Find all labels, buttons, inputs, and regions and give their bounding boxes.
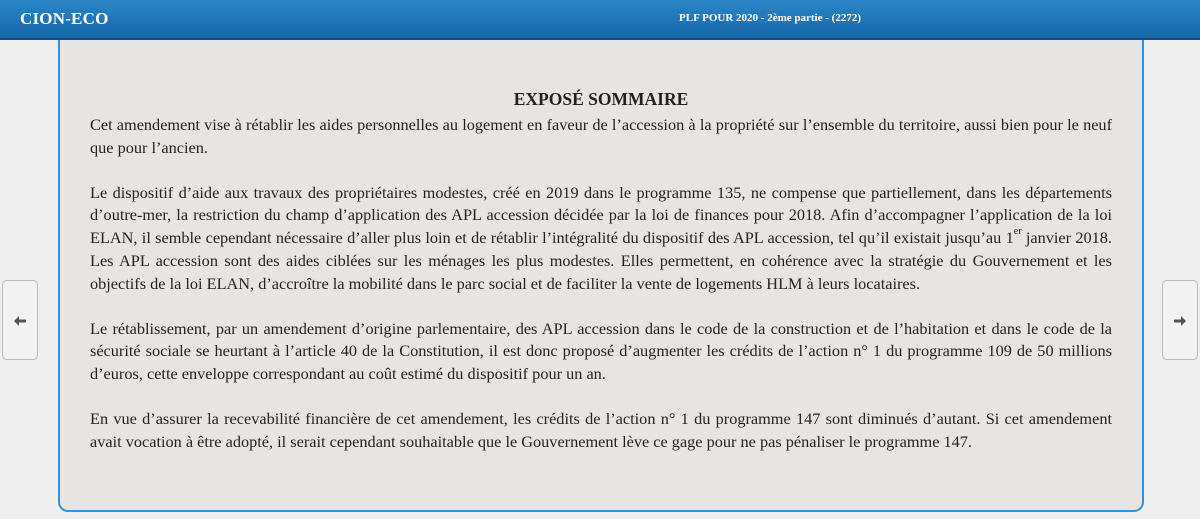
expose-sommaire-panel bbox=[58, 40, 1144, 512]
panel-content bbox=[90, 86, 1112, 476]
paragraph-1: Cet amendement vise à rétablir les aides personnelles au logement en faveur de l’accession à la propriété sur l’ensemble du territoire, aussi bien pour le neuf que pour l’ancien. bbox=[90, 115, 1112, 157]
brand-label: CION-ECO bbox=[20, 9, 109, 28]
document-title: PLF POUR 2020 - 2ème partie - (2272) bbox=[679, 12, 861, 24]
arrow-right-icon bbox=[1173, 314, 1187, 328]
paragraph-2-text-b: janvier 2018. Les APL accession sont des aides ciblées sur les ménages les plus modestes. Elles permettent, en cohérence avec la stratégie du Gouvernement et les objectifs de la loi ELAN, d’accroître la mobilité dans le parc social et de faciliter la vente de logements HLM à leurs locataires. bbox=[90, 228, 1112, 293]
top-header-bar bbox=[0, 0, 1200, 40]
paragraph-3: Le rétablissement, par un amendement d’origine parlementaire, des APL accession dans le code de la construction et de l’habitation et dans le code de la sécurité sociale se heurtant à l’article 40 de la Constitution, il est donc proposé d’augmenter les crédits de l’action n° 1 du programme 109 de 50 millions d’euros, cette enveloppe correspondant au coût estimé du dispositif pour un an. bbox=[90, 318, 1112, 384]
paragraph-4: En vue d’assurer la recevabilité financière de cet amendement, les crédits de l’action n° 1 du programme 147 sont diminués d’autant. Si cet amendement avait vocation à être adopté, il serait cependant souhaitable que le Gouvernement lève ce gage pour ne pas pénaliser le programme 147. bbox=[90, 408, 1112, 451]
next-button[interactable] bbox=[1162, 280, 1198, 360]
paragraph-2-text-a: Le dispositif d’aide aux travaux des propriétaires modestes, créé en 2019 dans le programme 135, ne compense que partiellement, dans les départements d’outre-mer, la restriction du champ d’application des APL accession décidée par la loi de finances pour 2018. Afin d’accompagner l’application de la loi ELAN, il semble cependant nécessaire d’aller plus loin et de rétablir l’intégralité du dispositif des APL accession, tel qu’il existait jusqu’au 1 bbox=[90, 182, 1112, 248]
previous-button[interactable] bbox=[2, 280, 38, 360]
ordinal-superscript: er bbox=[1013, 226, 1022, 238]
arrow-left-icon bbox=[13, 314, 27, 328]
panel-heading: EXPOSÉ SOMMAIRE bbox=[513, 89, 689, 109]
paragraph-2 bbox=[90, 182, 1112, 296]
